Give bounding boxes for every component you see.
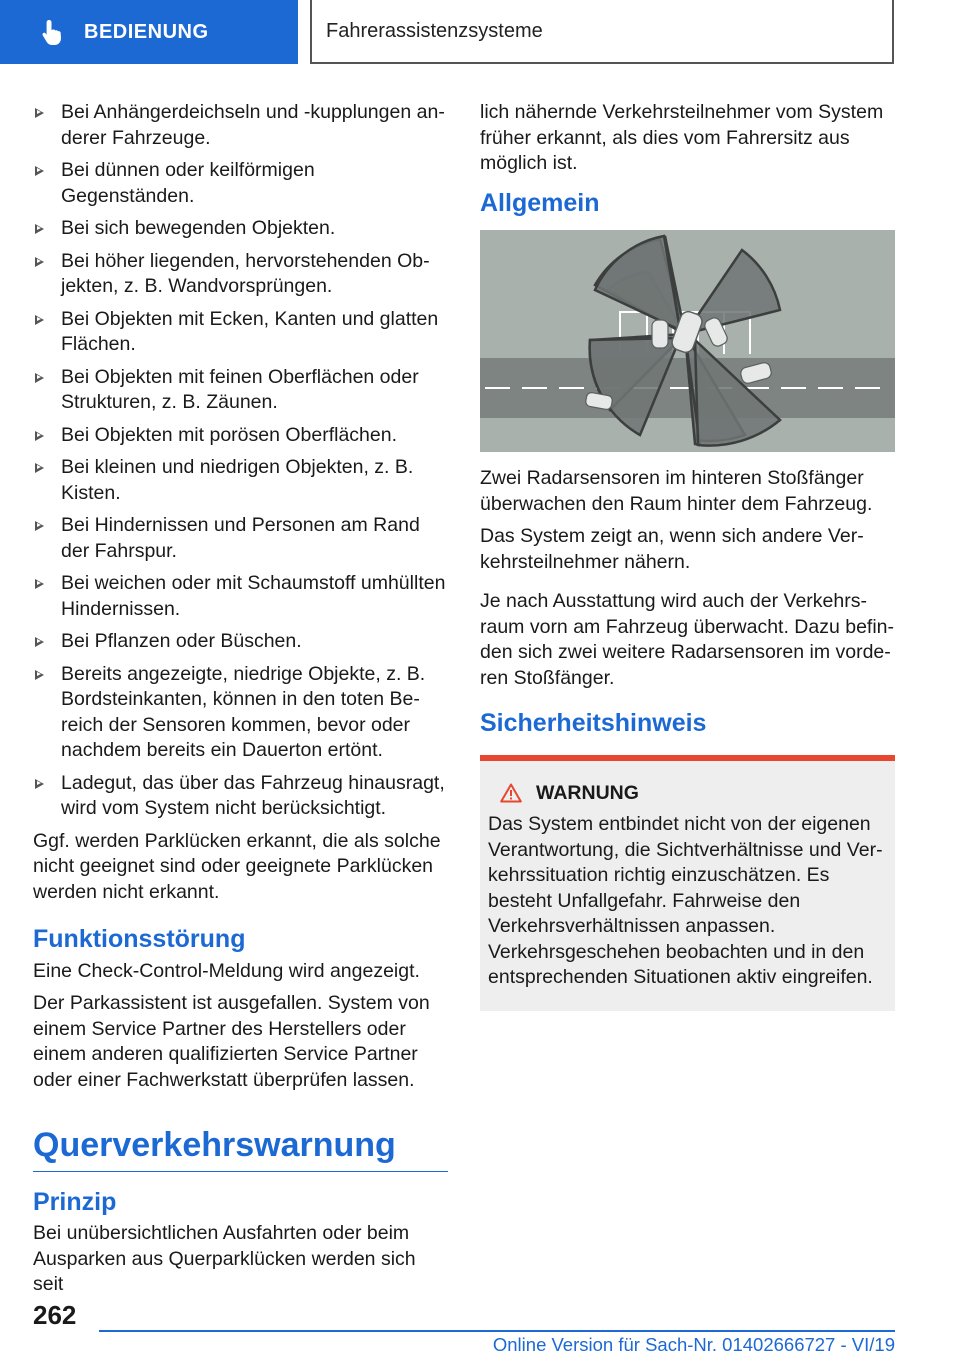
list-item: Bei sich bewegenden Objekten. xyxy=(33,216,448,242)
footer-divider xyxy=(99,1330,895,1332)
section-heading: Querverkehrswarnung xyxy=(33,1133,448,1172)
fault-heading: Funktionsstörung xyxy=(33,925,246,953)
bullet-triangle-icon xyxy=(35,670,44,680)
bullet-triangle-icon xyxy=(35,779,44,789)
figure-caption-1: Zwei Radarsensoren im hinteren Stoßfänger überwachen den Raum hinter dem Fahrzeug. xyxy=(480,467,873,515)
bullet-triangle-icon xyxy=(35,373,44,383)
general-heading: Allgemein xyxy=(480,188,600,217)
list-item: Ladegut, das über das Fahrzeug hinausragt, wird vom System nicht berücksichtigt. xyxy=(33,771,448,822)
warning-title: WARNUNG xyxy=(536,781,639,804)
fault-paragraph-2: Der Parkassistent ist ausgefallen. System von einem Service Partner des Herstellers oder einem anderen qualifizierten Service Partner oder einer Fachwerkstatt überprüfen lassen. xyxy=(33,992,430,1091)
left-column xyxy=(33,100,448,1305)
radar-diagram xyxy=(480,230,895,452)
bullet-triangle-icon xyxy=(35,463,44,473)
warning-title-row xyxy=(500,781,887,807)
list-item: Bei Pflanzen oder Büschen. xyxy=(33,629,448,655)
bullet-triangle-icon xyxy=(35,257,44,267)
list-item: Bereits angezeigte, niedrige Objekte, z. B. Bordsteinkanten, können in den toten Bereich der Sensoren kommen, bevor oder nachdem bereits ein Dauerton ertönt. xyxy=(33,662,448,764)
bullet-triangle-icon xyxy=(35,224,44,234)
bullet-triangle-icon xyxy=(35,166,44,176)
list-item: Bei Hindernissen und Personen am Rand der Fahrspur. xyxy=(33,513,448,564)
bullet-triangle-icon xyxy=(35,637,44,647)
figure-caption-2: Das System zeigt an, wenn sich andere Verkehrsteilnehmer nähern. xyxy=(480,525,864,573)
list-item: Bei höher liegenden, hervorstehenden Objekten, z. B. Wandvorsprüngen. xyxy=(33,249,448,300)
warning-box xyxy=(480,761,895,1011)
footer-online-version: Online Version für Sach-Nr. 01402666727 - VI/19 xyxy=(492,1334,895,1355)
principle-paragraph: Bei unübersichtlichen Ausfahrten oder beim Ausparken aus Querparklücken werden sich seit xyxy=(33,1222,416,1295)
list-item: Bei kleinen und niedrigen Objekten, z. B. Kisten. xyxy=(33,455,448,506)
list-item: Bei Objekten mit porösen Oberflächen. xyxy=(33,423,448,449)
principle-continuation: lich nähernde Verkehrsteilnehmer vom System früher erkannt, als dies vom Fahrersitz aus möglich ist. xyxy=(480,101,884,174)
bullet-triangle-icon xyxy=(35,108,44,118)
list-item: Bei weichen oder mit Schaumstoff umhüllten Hindernissen. xyxy=(33,571,448,622)
header-chapter-label: Fahrerassistenzsysteme xyxy=(326,19,543,42)
safety-heading: Sicherheitshinweis xyxy=(480,709,707,737)
parking-gap-note: Ggf. werden Parklücken erkannt, die als solche nicht geeignet sind oder geeignete Parklücken werden nicht erkannt. xyxy=(33,829,441,903)
figure-caption-3: Je nach Ausstattung wird auch der Verkehrsraum vorn am Fahrzeug überwacht. Dazu befinden sich zwei weitere Radarsensoren im vorderen Stoßfänger. xyxy=(480,590,895,689)
warning-text: Das System entbindet nicht von der eigenen Verantwortung, die Sichtverhältnisse und Verkehrssituation richtig einzuschätzen. Es besteht Unfallgefahr. Fahrweise den Verkehrsverhältnissen anpassen. Verkehrsgeschehen beobachten und in den entsprechenden Situationen aktiv eingreifen. xyxy=(488,813,883,988)
page-number: 262 xyxy=(33,1300,77,1330)
header-section-label: BEDIENUNG xyxy=(84,20,209,43)
list-item: Bei dünnen oder keilförmigen Gegenständen. xyxy=(33,158,448,209)
principle-heading: Prinzip xyxy=(33,1187,117,1216)
bullet-triangle-icon xyxy=(35,579,44,589)
header-chapter xyxy=(310,0,894,64)
warning-triangle-icon xyxy=(500,783,522,803)
list-item: Bei Objekten mit feinen Oberflächen oder Strukturen, z. B. Zäunen. xyxy=(33,365,448,416)
list-item: Bei Objekten mit Ecken, Kanten und glatten Flächen. xyxy=(33,307,448,358)
limitation-list xyxy=(33,100,448,822)
header-section-tab[interactable] xyxy=(0,0,298,64)
bullet-triangle-icon xyxy=(35,521,44,531)
fault-paragraph-1: Eine Check-Control-Meldung wird angezeigt. xyxy=(33,959,420,982)
radar-illustration xyxy=(480,230,895,452)
right-column xyxy=(480,100,895,1011)
bullet-triangle-icon xyxy=(35,431,44,441)
list-item: Bei Anhängerdeichseln und -kupplungen anderer Fahrzeuge. xyxy=(33,100,448,151)
bullet-triangle-icon xyxy=(35,315,44,325)
hand-pointer-icon xyxy=(38,17,68,47)
